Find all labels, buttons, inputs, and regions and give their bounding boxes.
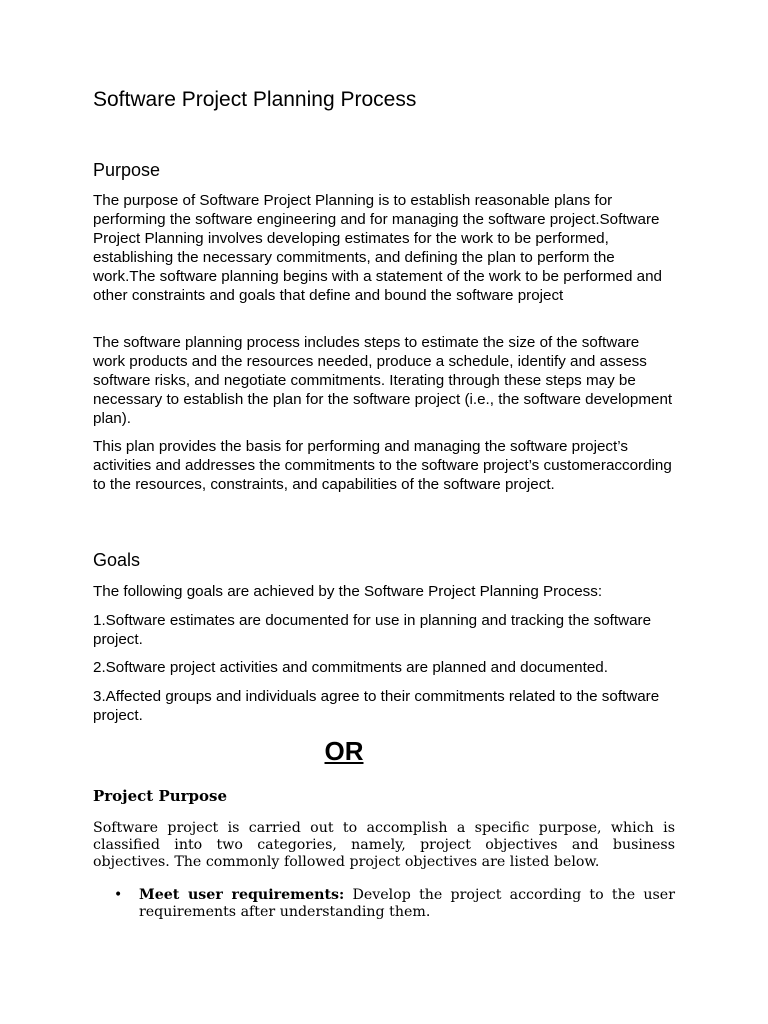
project-purpose-paragraph: Software project is carried out to accomplish a specific purpose, which is classified into two categories, namely, project objectives and business objectives. The commonly followed project objectives are listed below. <box>93 820 675 870</box>
or-separator: OR <box>324 736 364 766</box>
purpose-paragraph-1: The purpose of Software Project Planning is to establish reasonable plans for performing the software engineering and for managing the software project.Software Project Planning involves developing estimates for the work to be performed, establishing the necessary commitments, and defining the plan to perform the work.The software planning begins with a statement of the work to be performed and other constraints and goals that define and bound the software project <box>93 192 662 304</box>
project-objectives-list <box>93 887 675 921</box>
list-item-lead: Meet user requirements: <box>139 887 345 903</box>
purpose-heading: Purpose <box>93 160 161 180</box>
goal-item-3: 3.Affected groups and individuals agree to their commitments related to the software project. <box>93 688 660 724</box>
project-purpose-heading: Project Purpose <box>93 787 228 805</box>
goal-item-2: 2.Software project activities and commitments are planned and documented. <box>93 659 608 676</box>
document-title: Software Project Planning Process <box>93 88 417 111</box>
goals-intro: The following goals are achieved by the Software Project Planning Process: <box>93 583 603 600</box>
bullet-icon: • <box>114 887 123 903</box>
goal-item-1: 1.Software estimates are documented for use in planning and tracking the software project. <box>93 612 652 648</box>
goals-heading: Goals <box>93 550 141 570</box>
purpose-paragraph-3: This plan provides the basis for performing and managing the software project’s activities and addresses the commitments to the software project’s customeraccording to the resources, constraints, and capabilities of the software project. <box>93 438 672 493</box>
list-item <box>93 887 675 921</box>
list-item-text: Develop the project according to the user requirements after understanding them. <box>139 887 675 920</box>
purpose-paragraph-2: The software planning process includes steps to estimate the size of the software work products and the resources needed, produce a schedule, identify and assess software risks, and negotiate commitments. Iterating through these steps may be necessary to establish the plan for the software project (i.e., the software development plan). <box>93 334 673 427</box>
